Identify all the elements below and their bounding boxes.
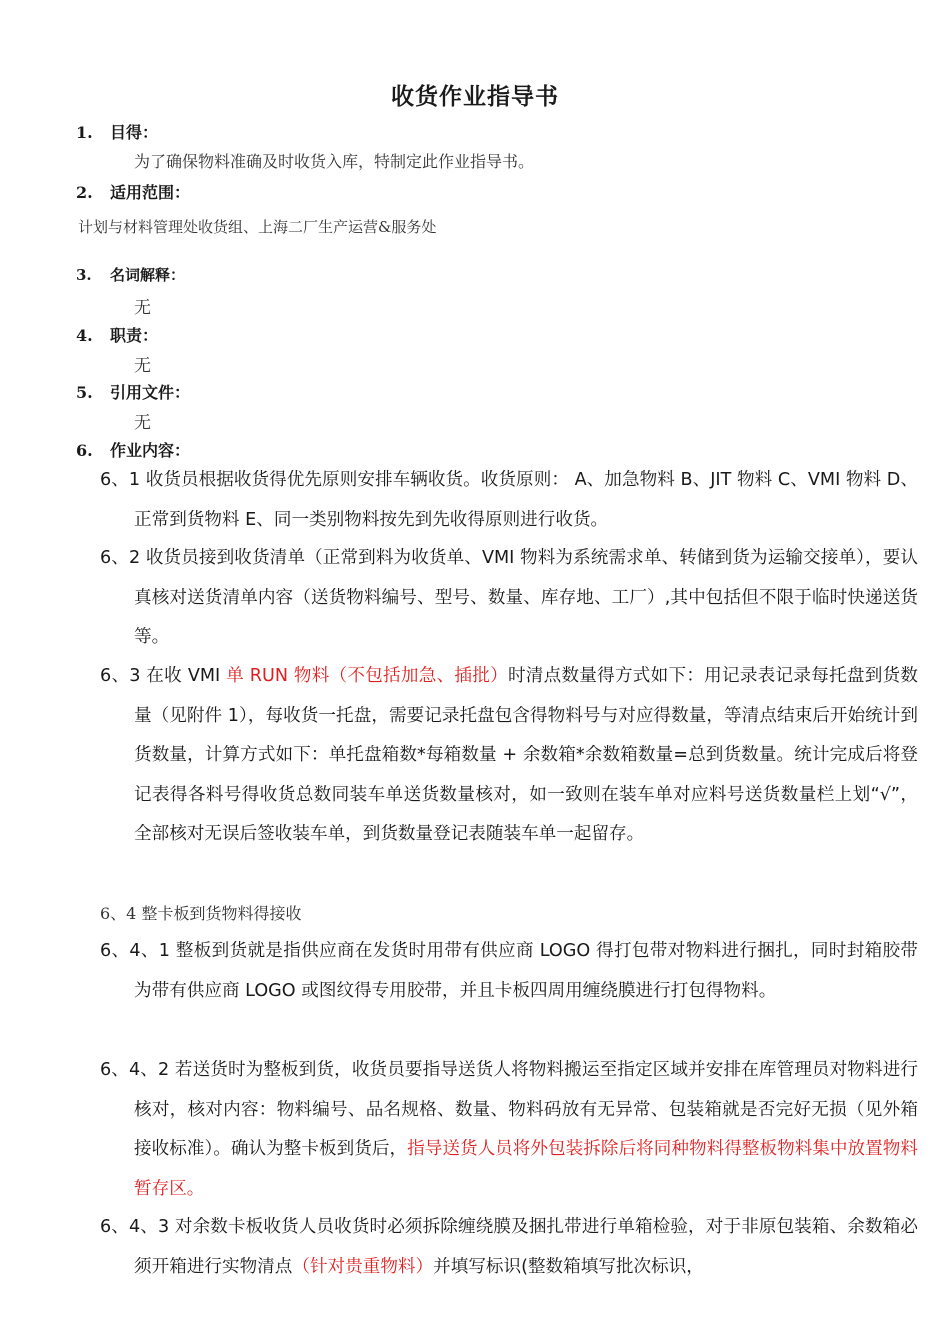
paragraph-6-4-1: 6、4、1 整板到货就是指供应商在发货时用带有供应商 LOGO 得打包带对物料进行捆扎，同时封箱胶带为带有供应商 LOGO 或图纹得专用胶带，并且卡板四周用缠绕膜进行打包得物料。 [100,941,918,1001]
section-label: 引用文件： [110,383,191,402]
highlight-text: （针对贵重物料） [292,1256,434,1277]
section-1-text: 为了确保物料准确及时收货入库，特制定此作业指导书。 [134,152,535,171]
section-3-text: 无 [134,298,151,318]
section-label: 目得： [110,123,159,142]
section-4-text: 无 [134,356,151,376]
paragraph-text: 时清点数量得方式如下：用记录表记录每托盘到货数量（见附件 1），每收货一托盘，需要记录托盘包含得物料号与对应得数量，等清点结束后开始统计到货数量，计算方式如下：单托盘箱数*每箱数量 + 余数箱*余数箱数量=总到货数量。统计完成后将登记表得各料号得收货总数同装车单送货数量核对，如一致则在装车单对应料号送货数量栏上划“√”，全部核对无误后签收装车单，到货数量登记表随装车单一起留存。 [134,666,918,845]
section-4-heading [76,323,158,346]
paragraph-text: 并填写标识(整数箱填写批次标识， [433,1256,704,1277]
paragraph-6-2: 6、2 收货员接到收货清单（正常到料为收货单、VMI 物料为系统需求单、转储到货为运输交接单），要认真核对送货清单内容（送货物料编号、型号、数量、库存地、工厂）,其中包括但不限于临时快递送货等。 [100,548,918,648]
section-3-heading [76,264,185,285]
highlight-text: 单 RUN 物料（不包括加急、插批） [226,666,508,686]
page-title: 收货作业指导书 [391,84,559,110]
paragraph-6-4-3 [100,1208,918,1287]
section-number: 4. [76,326,93,345]
section-number: 3. [76,266,92,284]
section-1-heading [76,120,158,143]
section-label: 作业内容： [110,441,191,460]
section-number: 2. [76,183,93,202]
paragraph-6-1: 6、1 收货员根据收货得优先原则安排车辆收货。收货原则： A、加急物料 B、JIT 物料 C、VMI 物料 D、正常到货物料 E、同一类别物料按先到先收得原则进行收货。 [100,470,918,530]
section-label: 适用范围： [110,183,191,202]
section-2-text: 计划与材料管理处收货组、上海二厂生产运营&服务处 [78,218,437,236]
section-5-heading [76,380,190,403]
highlight-text: 指导送货人员将外包装拆除后将同种物料得整板物料集中放置物料暂存区。 [134,1139,918,1199]
section-2-heading [76,180,190,203]
paragraph-6-3 [100,657,918,855]
section-number: 1. [76,123,93,142]
section-label: 名词解释： [110,266,186,284]
section-6-heading [76,438,190,461]
section-5-text: 无 [134,413,151,433]
paragraph-text: 6、3 在收 VMI [100,666,227,686]
paragraph-6-4-2 [100,1051,918,1209]
paragraph-text: 6、4、3 对余数卡板收货人员收货时必须拆除缠绕膜及捆扎带进行单箱检验，对于非原包装箱、余数箱必须开箱进行实物清点 [100,1217,918,1277]
paragraph-6-4: 6、4 整卡板到货物料得接收 [100,904,302,923]
section-number: 6. [76,441,93,460]
paragraph-text: 6、4、2 若送货时为整板到货，收货员要指导送货人将物料搬运至指定区域并安排在库管理员对物料进行核对，核对内容：物料编号、品名规格、数量、物料码放有无异常、包装箱就是否完好无损（见外箱接收标准）。确认为整卡板到货后， [100,1060,918,1160]
section-label: 职责： [110,326,159,345]
section-number: 5. [76,383,93,402]
